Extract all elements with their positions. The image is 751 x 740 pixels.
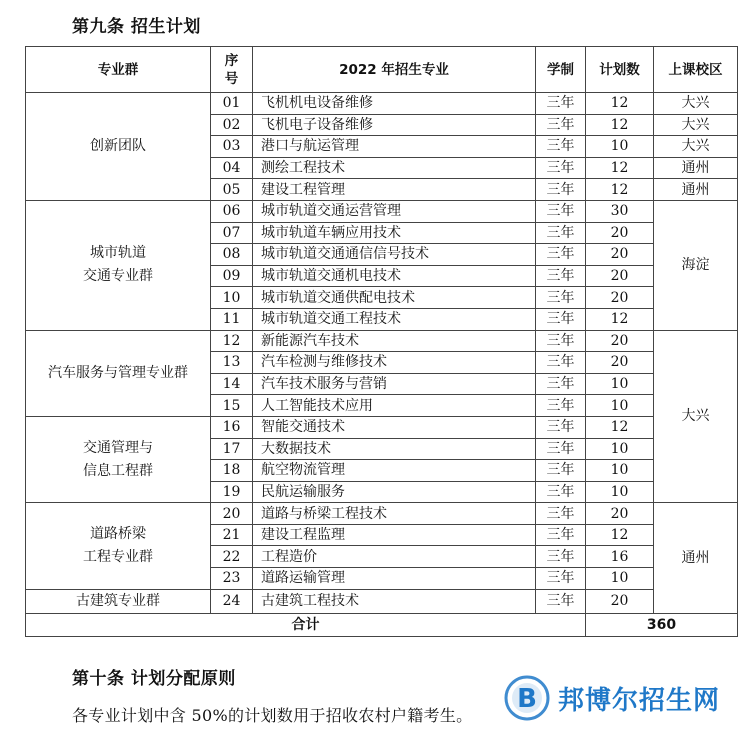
quota-cell: 20 (586, 244, 654, 266)
section-10-title: 第十条 计划分配原则 (72, 669, 236, 689)
duration-cell: 三年 (536, 416, 586, 438)
major-cell: 飞机机电设备维修 (253, 93, 536, 115)
duration-cell: 三年 (536, 589, 586, 613)
duration-cell: 三年 (536, 524, 586, 546)
quota-cell: 12 (586, 524, 654, 546)
duration-cell: 三年 (536, 179, 586, 201)
duration-cell: 三年 (536, 200, 586, 222)
quota-cell: 12 (586, 308, 654, 330)
table-row (26, 589, 738, 613)
quota-cell: 12 (586, 416, 654, 438)
duration-cell: 三年 (536, 460, 586, 482)
quota-cell: 16 (586, 546, 654, 568)
major-cell: 大数据技术 (253, 438, 536, 460)
total-label: 合计 (26, 613, 586, 636)
major-cell: 城市轨道交通机电技术 (253, 265, 536, 287)
campus-cell: 通州 (654, 179, 738, 201)
quota-cell: 20 (586, 503, 654, 525)
quota-cell: 12 (586, 93, 654, 115)
major-cell: 建设工程监理 (253, 524, 536, 546)
quota-cell: 12 (586, 114, 654, 136)
group-cell: 古建筑专业群 (26, 589, 211, 613)
major-cell: 新能源汽车技术 (253, 330, 536, 352)
seq-cell: 07 (211, 222, 253, 244)
watermark-text: 邦博尔招生网 (558, 685, 721, 716)
seq-cell: 21 (211, 524, 253, 546)
duration-cell: 三年 (536, 93, 586, 115)
duration-cell: 三年 (536, 546, 586, 568)
table-row (26, 330, 738, 352)
seq-cell: 14 (211, 373, 253, 395)
seq-cell: 17 (211, 438, 253, 460)
header-quota: 计划数 (586, 47, 654, 93)
quota-cell: 20 (586, 589, 654, 613)
quota-cell: 10 (586, 568, 654, 590)
major-cell: 测绘工程技术 (253, 157, 536, 179)
enrollment-plan-table (25, 46, 738, 637)
campus-cell: 通州 (654, 503, 738, 613)
major-cell: 工程造价 (253, 546, 536, 568)
major-cell: 航空物流管理 (253, 460, 536, 482)
seq-cell: 18 (211, 460, 253, 482)
table-row (26, 416, 738, 438)
quota-cell: 20 (586, 222, 654, 244)
quota-cell: 20 (586, 330, 654, 352)
duration-cell: 三年 (536, 568, 586, 590)
table-row (26, 200, 738, 222)
quota-cell: 20 (586, 352, 654, 374)
quota-cell: 10 (586, 481, 654, 503)
header-group: 专业群 (26, 47, 211, 93)
major-cell: 建设工程管理 (253, 179, 536, 201)
seq-cell: 08 (211, 244, 253, 266)
major-cell: 汽车检测与维修技术 (253, 352, 536, 374)
duration-cell: 三年 (536, 114, 586, 136)
duration-cell: 三年 (536, 157, 586, 179)
header-seq (211, 47, 253, 93)
table-row (26, 93, 738, 115)
duration-cell: 三年 (536, 244, 586, 266)
seq-cell: 10 (211, 287, 253, 309)
major-cell: 民航运输服务 (253, 481, 536, 503)
major-cell: 城市轨道交通运营管理 (253, 200, 536, 222)
major-cell: 汽车技术服务与营销 (253, 373, 536, 395)
quota-cell: 30 (586, 200, 654, 222)
major-cell: 智能交通技术 (253, 416, 536, 438)
duration-cell: 三年 (536, 330, 586, 352)
table-header-row (26, 47, 738, 93)
seq-cell: 13 (211, 352, 253, 374)
campus-cell: 大兴 (654, 136, 738, 158)
duration-cell: 三年 (536, 438, 586, 460)
quota-cell: 10 (586, 438, 654, 460)
seq-cell: 15 (211, 395, 253, 417)
header-seq-line2: 号 (224, 70, 239, 87)
campus-cell: 大兴 (654, 330, 738, 503)
seq-cell: 23 (211, 568, 253, 590)
seq-cell: 22 (211, 546, 253, 568)
major-cell: 道路与桥梁工程技术 (253, 503, 536, 525)
major-cell: 城市轨道车辆应用技术 (253, 222, 536, 244)
quota-cell: 10 (586, 460, 654, 482)
group-cell: 城市轨道 交通专业群 (26, 200, 211, 330)
major-cell: 城市轨道交通供配电技术 (253, 287, 536, 309)
seq-cell: 03 (211, 136, 253, 158)
campus-cell: 大兴 (654, 93, 738, 115)
duration-cell: 三年 (536, 308, 586, 330)
duration-cell: 三年 (536, 503, 586, 525)
seq-cell: 05 (211, 179, 253, 201)
watermark-logo-icon (502, 673, 552, 723)
seq-cell: 24 (211, 589, 253, 613)
major-cell: 古建筑工程技术 (253, 589, 536, 613)
campus-cell: 通州 (654, 157, 738, 179)
campus-cell: 海淀 (654, 200, 738, 330)
duration-cell: 三年 (536, 373, 586, 395)
seq-cell: 06 (211, 200, 253, 222)
major-cell: 飞机电子设备维修 (253, 114, 536, 136)
major-cell: 城市轨道交通通信信号技术 (253, 244, 536, 266)
seq-cell: 01 (211, 93, 253, 115)
header-duration: 学制 (536, 47, 586, 93)
major-cell: 道路运输管理 (253, 568, 536, 590)
quota-cell: 12 (586, 179, 654, 201)
seq-cell: 11 (211, 308, 253, 330)
seq-cell: 02 (211, 114, 253, 136)
total-row (26, 613, 738, 636)
total-value: 360 (586, 613, 738, 636)
quota-cell: 20 (586, 265, 654, 287)
watermark (502, 673, 720, 723)
group-cell: 创新团队 (26, 93, 211, 201)
group-cell: 汽车服务与管理专业群 (26, 330, 211, 416)
section-10-paragraph: 各专业计划中含 50%的计划数用于招收农村户籍考生。 (72, 706, 473, 725)
duration-cell: 三年 (536, 136, 586, 158)
seq-cell: 04 (211, 157, 253, 179)
header-campus: 上课校区 (654, 47, 738, 93)
seq-cell: 20 (211, 503, 253, 525)
group-cell: 交通管理与 信息工程群 (26, 416, 211, 502)
duration-cell: 三年 (536, 481, 586, 503)
quota-cell: 10 (586, 136, 654, 158)
seq-cell: 12 (211, 330, 253, 352)
seq-cell: 09 (211, 265, 253, 287)
seq-cell: 16 (211, 416, 253, 438)
header-seq-line1: 序 (224, 52, 239, 69)
svg-text:B: B (517, 684, 537, 714)
duration-cell: 三年 (536, 287, 586, 309)
major-cell: 人工智能技术应用 (253, 395, 536, 417)
duration-cell: 三年 (536, 265, 586, 287)
duration-cell: 三年 (536, 222, 586, 244)
duration-cell: 三年 (536, 395, 586, 417)
major-cell: 港口与航运管理 (253, 136, 536, 158)
header-major: 2022 年招生专业 (253, 47, 536, 93)
quota-cell: 20 (586, 287, 654, 309)
quota-cell: 10 (586, 373, 654, 395)
table-row (26, 503, 738, 525)
major-cell: 城市轨道交通工程技术 (253, 308, 536, 330)
quota-cell: 10 (586, 395, 654, 417)
group-cell: 道路桥梁 工程专业群 (26, 503, 211, 589)
section-9-title: 第九条 招生计划 (72, 17, 201, 37)
seq-cell: 19 (211, 481, 253, 503)
campus-cell: 大兴 (654, 114, 738, 136)
quota-cell: 12 (586, 157, 654, 179)
duration-cell: 三年 (536, 352, 586, 374)
